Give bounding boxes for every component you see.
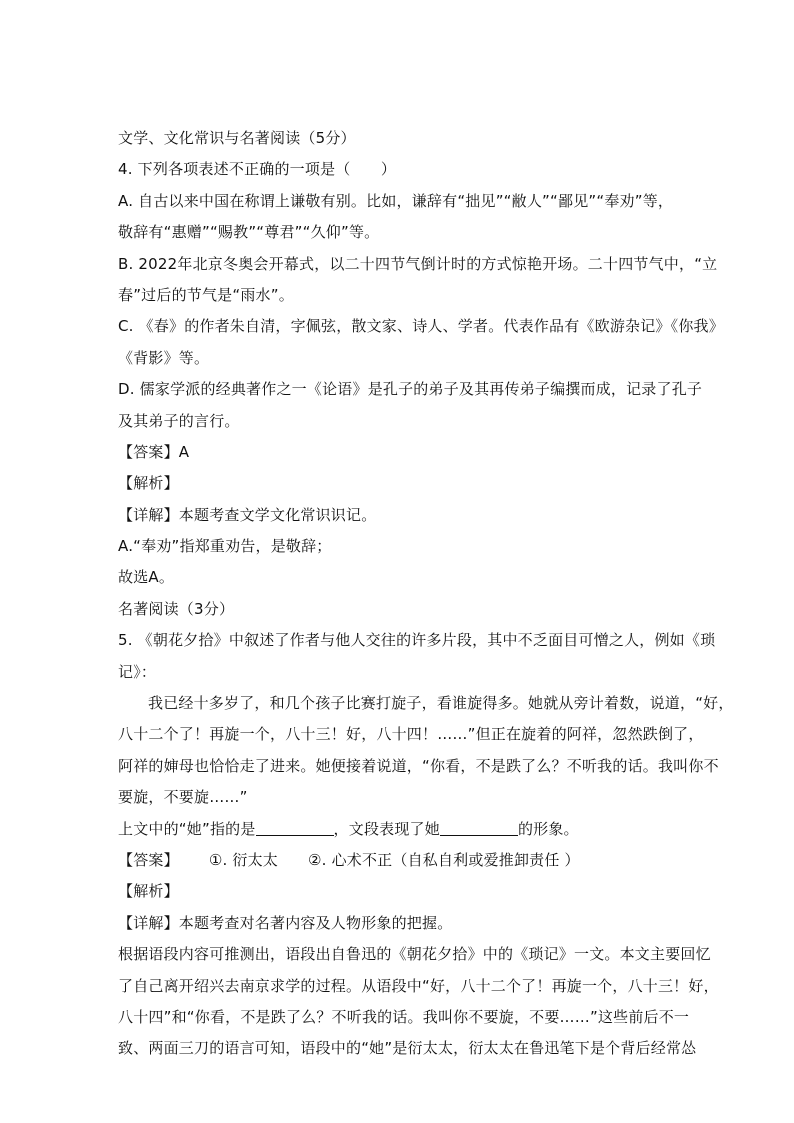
detail-5-line: 致、两面三刀的语言可知，语段中的“她”是衍太太，衍太太在鲁迅笔下是个背后经常怂 — [118, 1039, 697, 1058]
question-4: 4. 下列各项表述不正确的一项是（ ） — [118, 160, 397, 179]
option-b: B. 2022年北京冬奥会开幕式，以二十四节气倒计时的方式惊艳开场。二十四节气中，“立 — [118, 254, 718, 273]
detail-4: 【详解】本题考查文学文化常识识记。 — [118, 505, 377, 524]
question-text: 的形象。 — [517, 819, 579, 838]
detail-5: 【详解】本题考查对名著内容及人物形象的把握。 — [118, 913, 453, 932]
option-a-cont: 敬辞有“惠赠”“赐教”“尊君”“久仰”等。 — [118, 223, 380, 242]
blank-1 — [256, 819, 334, 836]
section-heading-2: 名著阅读（3分） — [118, 599, 235, 618]
detail-5-line: 根据语段内容可推测出，语段出自鲁迅的《朝花夕拾》中的《琐记》一文。本文主要回忆 — [118, 945, 711, 964]
excerpt-line: 要旋，不要旋……” — [118, 788, 248, 807]
option-c-cont: 《背影》等。 — [118, 348, 210, 367]
option-d-cont: 及其弟子的言行。 — [118, 411, 240, 430]
section-heading: 文学、文化常识与名著阅读（5分） — [118, 129, 356, 147]
blank-2 — [440, 819, 518, 836]
question-5: 5. 《朝花夕拾》中叙述了作者与他人交往的许多片段，其中不乏面目可憎之人，例如《琐 — [118, 631, 716, 650]
answer-1: ①. 衍太太 — [208, 850, 278, 869]
option-d: D. 儒家学派的经典著作之一《论语》是孔子的弟子及其再传弟子编撰而成，记录了孔子 — [118, 380, 703, 399]
excerpt-line: 八十二个了！再旋一个，八十三！好，八十四！……”但正在旋着的阿祥，忽然跌倒了， — [118, 725, 704, 744]
answer-5 — [118, 845, 693, 876]
analysis-label: 【解析】 — [118, 882, 179, 901]
option-b-cont: 春”过后的节气是“雨水”。 — [118, 285, 294, 304]
question-text: 上文中的“她”指的是 — [118, 819, 256, 838]
detail-4-line: A.“奉劝”指郑重劝告，是敬辞； — [118, 537, 332, 556]
detail-5-line: 了自己离开绍兴去南京求学的过程。从语段中“好，八十二个了！再旋一个，八十三！好， — [118, 976, 719, 995]
question-5-cont: 记》： — [118, 662, 157, 681]
document-page — [118, 123, 734, 1065]
detail-5-line: 八十四”和“你看，不是跌了么？不听我的话。我叫你不要旋，不要……”这些前后不一 — [118, 1007, 690, 1026]
answer-2: ②. 心术不正（自私自利或爱推卸责任 ） — [308, 850, 580, 869]
excerpt-line: 我已经十多岁了，和几个孩子比赛打旋子，看谁旋得多。她就从旁计着数，说道，“好， — [148, 694, 734, 713]
detail-4-conclusion: 故选A。 — [118, 568, 175, 587]
option-c: C. 《春》的作者朱自清，字佩弦，散文家、诗人、学者。代表作品有《欧游杂记》《你我》 — [118, 317, 724, 336]
option-a: A. 自古以来中国在称谓上谦敬有别。比如，谦辞有“拙见”“敝人”“鄙见”“奉劝”等， — [118, 191, 674, 210]
fill-blank-question — [118, 814, 693, 845]
answer-label: 【答案】 — [118, 850, 179, 869]
answer-4: 【答案】A — [118, 442, 190, 461]
question-text: ，文段表现了她 — [333, 819, 440, 838]
analysis-label: 【解析】 — [118, 474, 179, 493]
excerpt-line: 阿祥的婶母也恰恰走了进来。她便接着说道，“你看，不是跌了么？不听我的话。我叫你不 — [118, 756, 719, 775]
